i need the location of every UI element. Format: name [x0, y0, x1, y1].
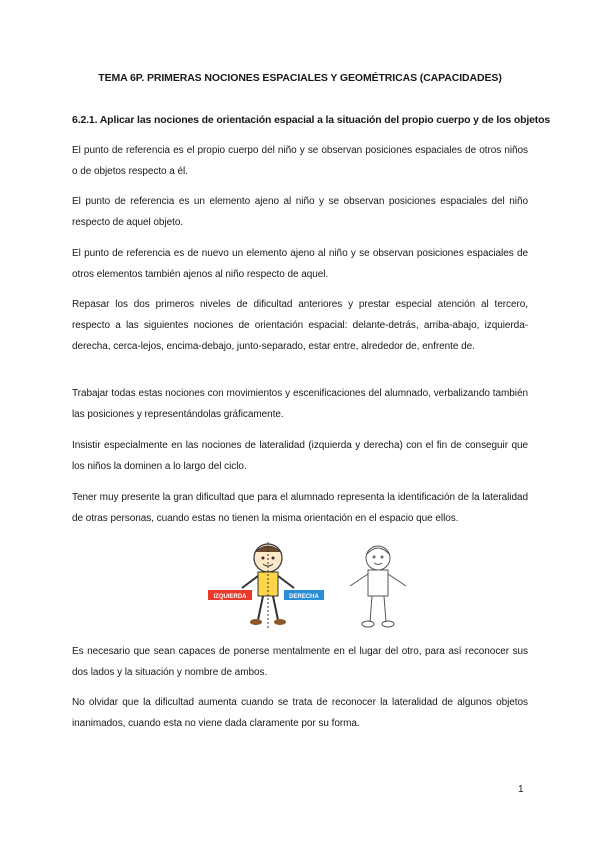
- left-label: IZQUIERDA: [213, 594, 247, 600]
- paragraph: Repasar los dos primeros niveles de dificultad anteriores y prestar especial atención al tercero, respecto a las siguientes nociones de orientación espacial: delante-detrás, arriba-abajo, izquierda-derecha, cerca-lejos, encima-debajo, junto-separado, estar entre, alrededor de, enfrente de.: [72, 299, 528, 352]
- page-number: 1: [518, 784, 524, 795]
- paragraph: El punto de referencia es un elemento ajeno al niño y se observan posiciones espaciales del niño respecto de aquel objeto.: [72, 196, 528, 228]
- paragraph: Tener muy presente la gran dificultad que para el alumnado representa la identificación de la lateralidad de otras personas, cuando estas no tienen la misma orientación en el espacio que ellos.: [72, 492, 528, 524]
- right-label: DERECHA: [289, 594, 319, 600]
- laterality-figure: [200, 540, 430, 630]
- child-drawing-left: [242, 542, 294, 628]
- paragraph: Es necesario que sean capaces de ponerse mentalmente en el lugar del otro, para así reconocer sus dos lados y la situación y nombre de ambos.: [72, 646, 528, 678]
- paragraph: El punto de referencia es de nuevo un elemento ajeno al niño y se observan posiciones espaciales de otros elementos también ajenos al niño respecto de aquel.: [72, 248, 528, 280]
- paragraph: No olvidar que la dificultad aumenta cuando se trata de reconocer la lateralidad de algunos objetos inanimados, cuando esta no viene dada claramente por su forma.: [72, 697, 528, 729]
- child-drawing-right: [350, 546, 406, 627]
- paragraph: Trabajar todas estas nociones con movimientos y escenificaciones del alumnado, verbalizando también las posiciones y representándolas gráficamente.: [72, 388, 528, 420]
- document-title: TEMA 6P. PRIMERAS NOCIONES ESPACIALES Y GEOMÉTRICAS (CAPACIDADES): [98, 72, 502, 84]
- paragraph: Insistir especialmente en las nociones de lateralidad (izquierda y derecha) con el fin de conseguir que los niños la dominen a lo largo del ciclo.: [72, 440, 528, 472]
- section-heading: 6.2.1. Aplicar las nociones de orientación espacial a la situación del propio cuerpo y de los objetos: [72, 114, 551, 126]
- paragraph: El punto de referencia es el propio cuerpo del niño y se observan posiciones espaciales de otros niños o de objetos respecto a él.: [72, 145, 528, 177]
